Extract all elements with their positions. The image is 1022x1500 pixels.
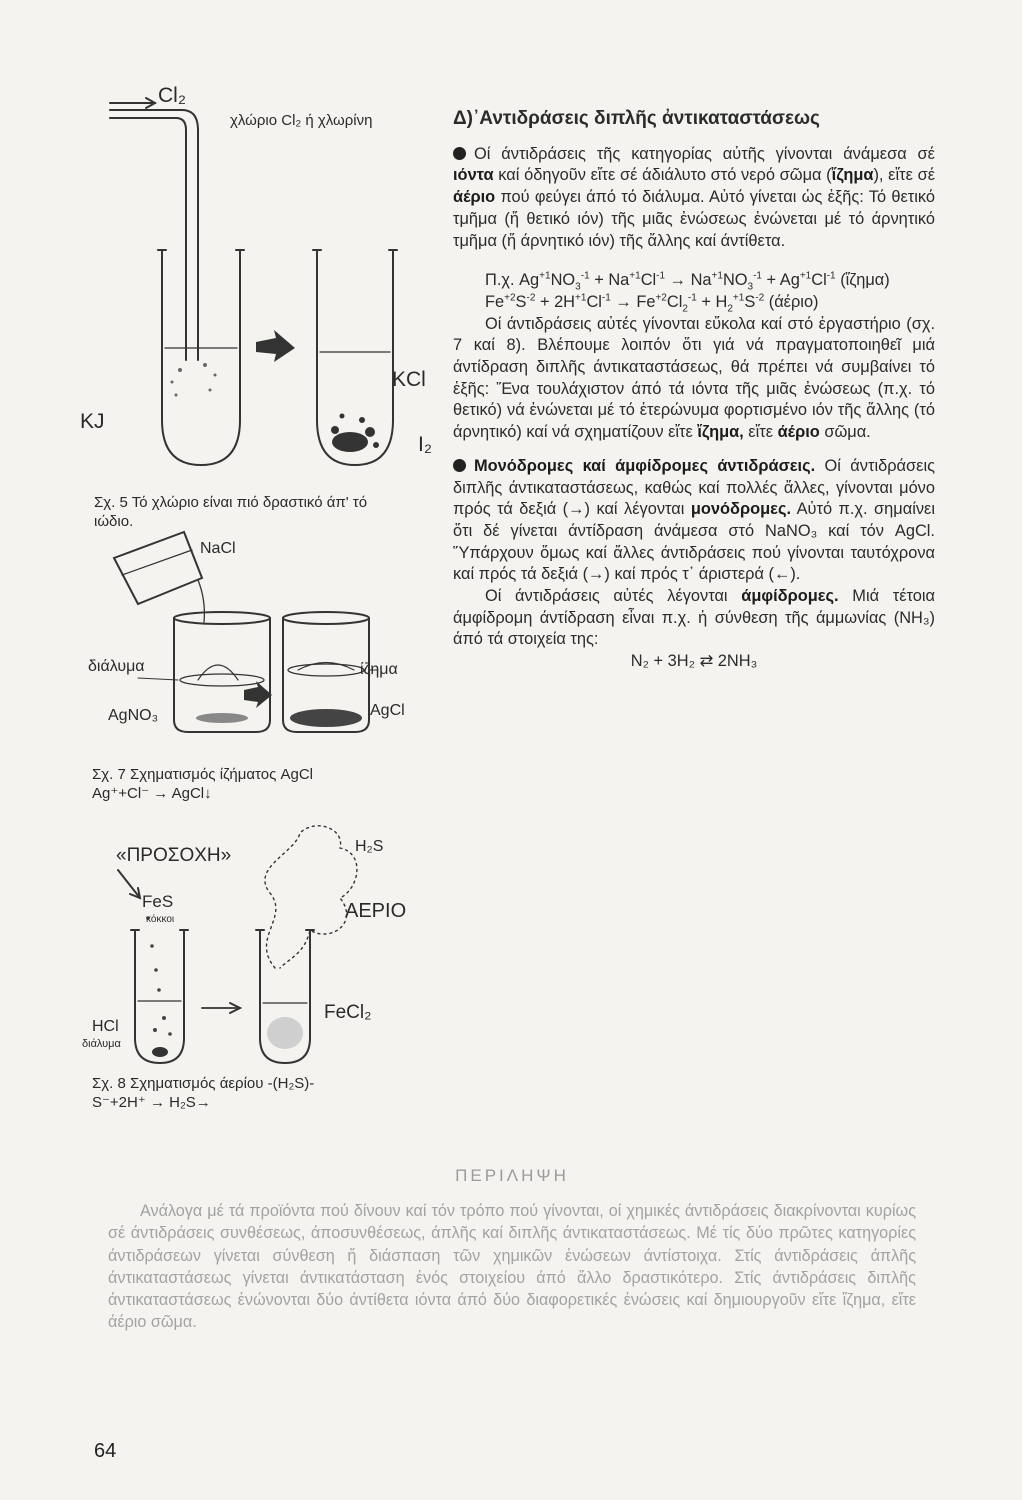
- example-equation-2: $Fe^{+2}S^{-2} + 2H^{+1}Cl^{-1} \to Fe^{+2}Cl_2^{-1} + H_2^{+1}S^{-2}$ (άέριο): [485, 292, 819, 315]
- section-heading: Δ)᾿Αντιδράσεις διπλῆς ἀντικαταστάσεως: [453, 108, 820, 129]
- summary-title: ΠΕΡΙΛΗΨΗ: [455, 1166, 569, 1185]
- figure-8-caption-line-2: S⁻+2H⁺ → H₂S→: [92, 1094, 211, 1111]
- ammonia-equation: N₂ + 3H₂ ⇄ 2NH₃: [630, 652, 758, 671]
- figure-5-caption-line-2: ιώδιο.: [94, 513, 134, 530]
- hcl-solution-label: διάλυμα: [82, 1038, 121, 1050]
- figure-8-caption: [92, 1074, 452, 1112]
- gas-label: ΑΕΡΙΟ: [345, 900, 407, 922]
- figure-8: [80, 818, 460, 1118]
- h2s-label: H₂S: [355, 838, 384, 855]
- hcl-label: HCl: [92, 1018, 119, 1035]
- term-gas: άέριο: [453, 188, 496, 207]
- kj-label: KJ: [80, 410, 105, 433]
- paragraph-2: Οί άντιδράσεις αὐτές γίνονται εὔκολα καί στό ἐργαστήριο (σχ. 7 καί 8). Βλέπουμε λοιπόν ὅτι γιά νά πραγματοποιηθεῖ μιά άντίδραση διπλῆς άντικαταστάσεως, θά πρέπει νά συμβαίνει τό ἑξῆς: Ἕνα τουλάχιστον άπό τά ιόντα τῆς μιᾶς ἐνώσεως (π.χ. τό θετικό) νά ἐνώνεται μέ τό ἑτερώνυμα φορτισμένο ιόν τῆς ἄλλης (τό άρνητικό) καί νά σχηματίζουν εἴτε ἴζημα, εἴτε άέριο σῶμα.: [453, 314, 935, 442]
- agcl-label: AgCl: [370, 702, 405, 719]
- term-precipitate: ἴζημα: [831, 166, 874, 185]
- agno3-label: AgNO₃: [108, 707, 159, 724]
- figure-5-drawing: [80, 80, 460, 480]
- right-column: [453, 108, 935, 673]
- figure-8-caption-line-1: Σχ. 8 Σχηματισμός άερίου -(H₂S)-: [92, 1075, 315, 1092]
- bullet-icon: [453, 147, 466, 160]
- kcl-label: KCl: [392, 368, 426, 391]
- chlorine-gas-label: χλώριο Cl₂ ή χλωρίνη: [230, 112, 373, 129]
- grains-label: κόκκοι: [146, 914, 175, 925]
- figure-7-caption-line-1: Σχ. 7 Σχηματισμός ίζήματος AgCl: [92, 766, 313, 783]
- figure-7: [88, 530, 448, 810]
- paragraph-4: Οί άντιδράσεις αὐτές λέγονται άμφίδρομες. Μιά τέτοια άμφίδρομη άντίδραση εἶναι π.χ. ἡ σύνθεση τῆς άμμωνίας (NH₃) άπό τά στοιχεία της:: [453, 587, 935, 649]
- nacl-label: NaCl: [200, 540, 236, 557]
- fecl2-label: FeCl₂: [324, 1002, 372, 1023]
- paragraph-1: Οί άντιδράσεις τῆς κατηγορίας αὐτῆς γίνονται άνάμεσα σέ ιόντα καί όδηγοῦν εἴτε σέ άδιάλυτο στό νερό σῶμα (ἴζημα), εἴτε σέ άέριο πού φεύγει άπό τό διάλυμα. Αὐτό γίνεται ὡς ἑξῆς: Τό θετικό τμῆμα (ἤ θετικό ιόν) τῆς μιᾶς ἐνώσεως ἐνώνεται μέ τό άρνητικό τμῆμα (ἤ άρνητικό ιόν) τῆς ἄλλης καί άντίθετα.: [453, 144, 935, 250]
- summary-section: [108, 1166, 916, 1334]
- page-number: 64: [94, 1440, 117, 1462]
- paragraph-3: Μονόδρομες καί άμφίδρομες άντιδράσεις. Οί άντιδράσεις διπλῆς άντικαταστάσεως, καθώς καί πολλές ἄλλες, γίνονται μόνο πρός τά δεξιά (→) καί λέγονται μονόδρομες. Αὐτό π.χ. σημαίνει ὅτι δέ γίνεται άντίδραση άνάμεσα στό NaNO₃ καί τόν AgCl. ῞Υπάρχουν ὅμως καί ἄλλες άντιδράσεις πού γίνονται ταυτόχρονα καί πρός τά δεξιά (→) καί πρός τ᾿ άριστερά (←).: [453, 456, 935, 584]
- cl2-label: Cl₂: [158, 84, 186, 107]
- summary-text: Ανάλογα μέ τά προϊόντα πού δίνουν καί τόν τρόπο πού γίνονται, οί χημικές άντιδράσεις διακρίνονται κυρίως σέ άντιδράσεις συνθέσεως, άποσυνθέσεως, άπλῆς καί διπλῆς άντικαταστάσεως. Μέ τίς δύο πρῶτες κατηγορίες άντιδράσεων γίνεται σύνθεση ἤ διάσπαση τῶν χημικῶν ἐνώσεων άντίστοιχα. Στίς άντιδράσεις άπλῆς άντικαταστάσεως γίνεται άντικατάσταση ἑνός στοιχείου άπό ἄλλο δραστικότερο. Στίς άντιδράσεις διπλῆς άντικαταστάσεως ἐνώνονται δύο άντίθετα ιόντα άπό δύο διαφορετικές ἐνώσεις καί δημιουργοῦν εἴτε ἴζημα, εἴτε άέριο σῶμα.: [108, 1202, 916, 1332]
- subheading-oneway-twoway: Μονόδρομες καί άμφίδρομες άντιδράσεις.: [474, 456, 816, 475]
- precipitate-label: ίζημα: [360, 661, 398, 678]
- fes-label: FeS: [142, 892, 174, 911]
- figure-5-caption-line-1: Σχ. 5 Τό χλώριο είναι πιό δραστικό άπ' τό: [94, 494, 368, 511]
- term-ions: ιόντα: [453, 166, 494, 185]
- figure-5: [80, 80, 460, 530]
- figure-7-caption-line-2: Ag⁺+Cl⁻ → AgCl↓: [92, 785, 212, 802]
- figure-7-caption: [92, 765, 432, 803]
- figure-5-caption: [94, 493, 444, 531]
- example-equation-1: Π.χ. $Ag^{+1}NO_3^{-1} + Na^{+1}Cl^{-1} \to Na^{+1}NO_3^{-1} + Ag^{+1}Cl^{-1}$ (ἴζημα): [485, 270, 890, 293]
- i2-label: I₂: [418, 433, 432, 456]
- warning-label: «ΠΡΟΣΟΧΗ»: [116, 845, 232, 866]
- bullet-icon: [453, 459, 466, 472]
- solution-label: διάλυμα: [88, 658, 145, 675]
